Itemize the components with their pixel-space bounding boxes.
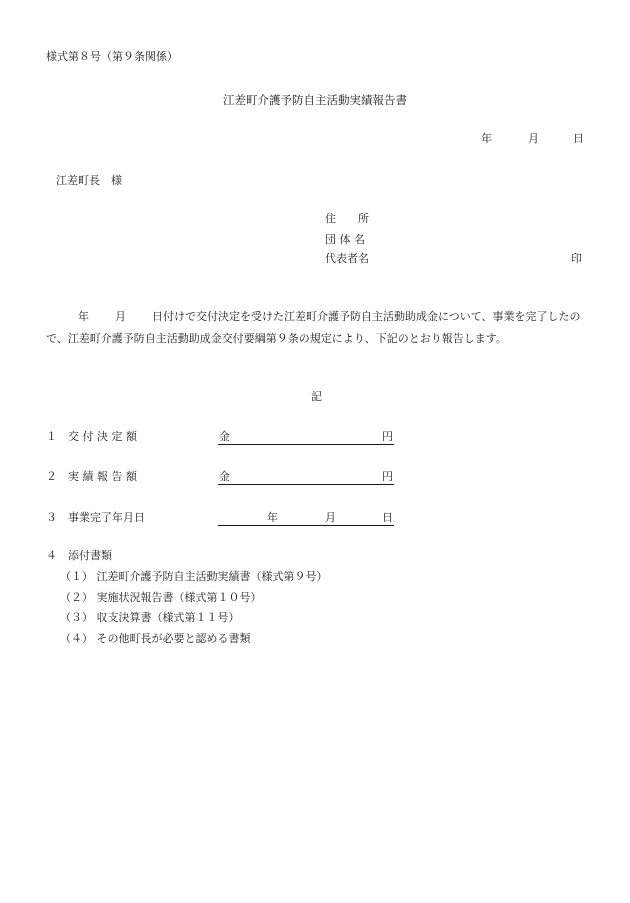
attachment-item: （４） その他町長が必要と認める書類 [60, 632, 251, 645]
document-title: 江差町介護予防自主活動実績報告書 [223, 93, 407, 107]
ki-heading: 記 [311, 390, 322, 403]
attachment-item: （２） 実施状況報告書（様式第１０号） [60, 591, 262, 604]
body-year: 年 [78, 310, 89, 323]
item-label: 添付書類 [68, 549, 112, 562]
date-year: 年 [481, 132, 492, 145]
addressee: 江差町長 様 [56, 174, 122, 187]
item-label: 実 績 報 告 額 [68, 470, 137, 483]
report-body [46, 306, 588, 350]
item-number: ２ [46, 470, 57, 483]
attachment-item: （３） 収支決算書（様式第１１号） [60, 611, 240, 624]
amount-suffix: 円 [382, 430, 393, 443]
body-month: 月 [115, 310, 126, 323]
item-number: ４ [46, 549, 57, 562]
body-text: 日付けで交付決定を受けた江差町介護予防自主活動助成金について、事業を完了したので、江差町介護予防自主活動助成金交付要綱第９条の規定により、下記のとおり報告します。 [46, 310, 581, 345]
completion-date-field [218, 509, 394, 526]
item-label: 交 付 決 定 額 [68, 430, 137, 443]
item-number: １ [46, 430, 57, 443]
group-name-label: 団 体 名 [325, 233, 365, 246]
seal-mark: 印 [571, 252, 582, 265]
amount-prefix: 金 [219, 470, 230, 483]
amount-prefix: 金 [219, 430, 230, 443]
attachment-item: （１） 江差町介護予防自主活動実績書（様式第９号） [60, 570, 328, 583]
amount-suffix: 円 [382, 470, 393, 483]
completion-year: 年 [267, 511, 278, 524]
completion-month: 月 [325, 511, 336, 524]
item-number: ３ [46, 511, 57, 524]
grant-amount-field [218, 428, 394, 445]
address-label: 住 所 [325, 212, 369, 225]
actual-amount-field [218, 468, 394, 485]
form-number: 様式第８号（第９条関係） [46, 50, 178, 63]
date-month: 月 [528, 132, 539, 145]
item-label: 事業完了年月日 [68, 511, 145, 524]
date-day: 日 [573, 132, 584, 145]
representative-label: 代表者名 [325, 252, 369, 265]
completion-day: 日 [382, 511, 393, 524]
